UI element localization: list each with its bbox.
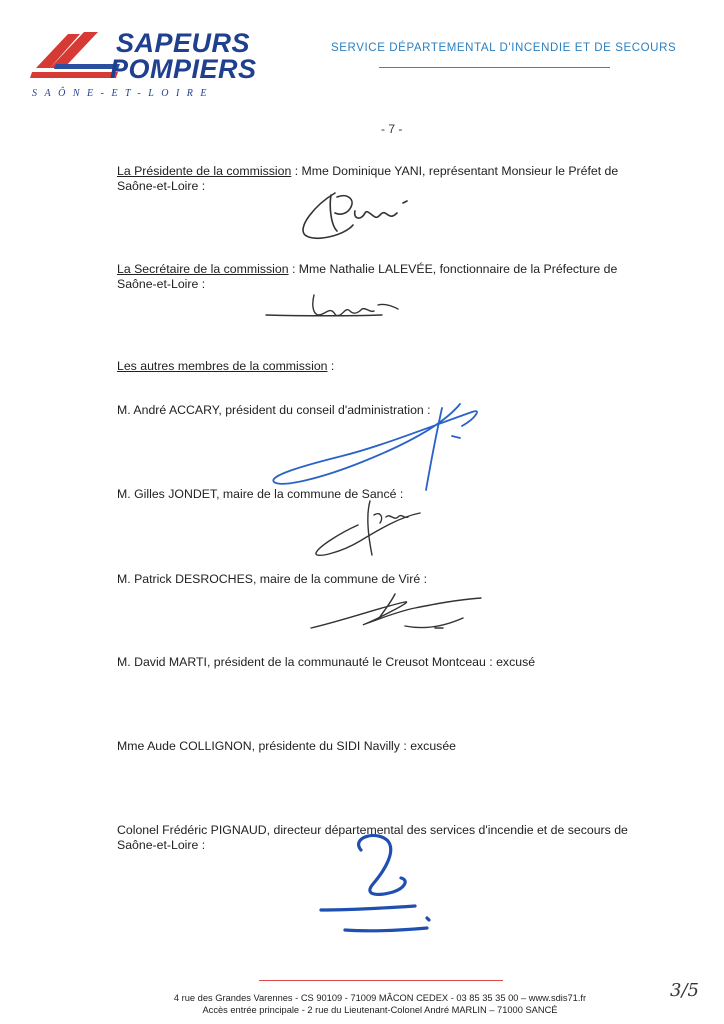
member-marti: M. David MARTI, président de la communauté le Creusot Montceau : excusé bbox=[117, 655, 536, 669]
service-rule bbox=[379, 67, 610, 68]
page-number: - 7 - bbox=[381, 122, 403, 136]
secretaire-label: La Secrétaire de la commission bbox=[117, 262, 289, 276]
signature-accary bbox=[262, 396, 487, 496]
logo-line2: POMPIERS bbox=[110, 54, 257, 84]
member-pignaud: Colonel Frédéric PIGNAUD, directeur départemental des services d'incendie et de secours de Saône-et-Loire : bbox=[117, 823, 628, 852]
signature-secretaire bbox=[262, 285, 412, 325]
footer-address: 4 rue des Grandes Varennes - CS 90109 - 71009 MÂCON CEDEX - 03 85 35 35 00 – www.sdis71.fr bbox=[173, 993, 587, 1003]
service-title: SERVICE DÉPARTEMENTAL D'INCENDIE ET DE SECOURS bbox=[331, 42, 677, 54]
member-accary: M. André ACCARY, président du conseil d'administration : bbox=[117, 403, 431, 417]
signature-jondet bbox=[310, 495, 440, 560]
member-desroches: M. Patrick DESROCHES, maire de la commune de Viré : bbox=[117, 572, 428, 586]
signature-desroches bbox=[305, 590, 485, 635]
members-title bbox=[117, 359, 657, 374]
sdis-logo bbox=[28, 28, 257, 103]
handwritten-page-mark: 3/5 bbox=[670, 980, 699, 1001]
members-title-text: : bbox=[327, 359, 335, 373]
secretaire-text: : Mme Nathalie LALEVÉE, fonctionnaire de la Préfecture de Saône-et-Loire : bbox=[117, 262, 618, 291]
footer-rule bbox=[259, 980, 503, 981]
presidente-label: La Présidente de la commission bbox=[117, 164, 292, 178]
logo-line1: SAPEURS bbox=[116, 28, 251, 58]
signature-pignaud bbox=[315, 830, 440, 940]
member-jondet: M. Gilles JONDET, maire de la commune de Sancé : bbox=[117, 487, 404, 501]
member-collignon: Mme Aude COLLIGNON, présidente du SIDI Navilly : excusée bbox=[117, 739, 456, 753]
logo-sub: SAÔNE-ET-LOIRE bbox=[32, 88, 215, 99]
signature-presidente bbox=[295, 185, 435, 245]
footer-access: Accès entrée principale - 2 rue du Lieutenant-Colonel André MARLIN – 71000 SANCÉ bbox=[202, 1005, 558, 1015]
members-title-label: Les autres membres de la commission bbox=[117, 359, 328, 373]
presidente-text: : Mme Dominique YANI, représentant Monsieur le Préfet de Saône-et-Loire : bbox=[117, 164, 619, 193]
